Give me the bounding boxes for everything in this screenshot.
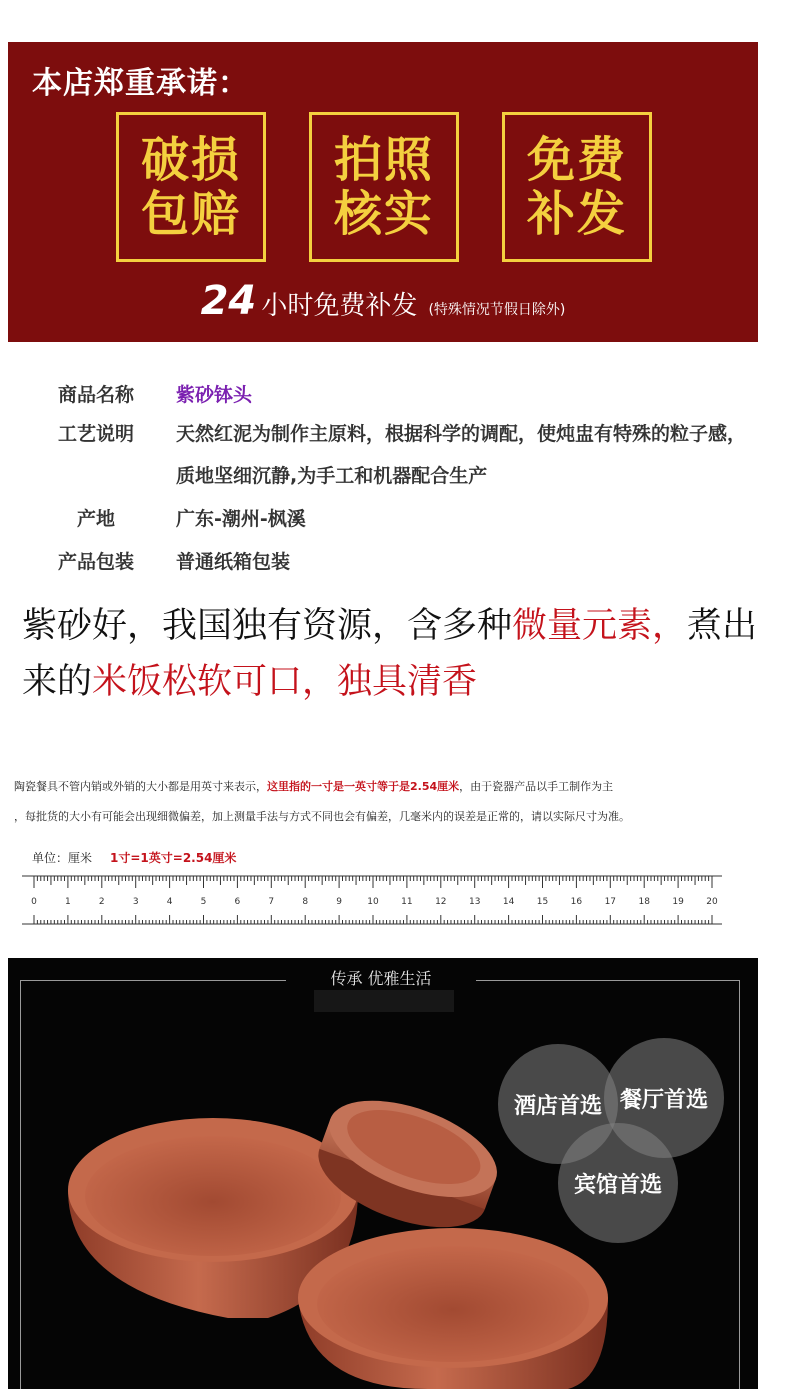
ruler-label: 0 xyxy=(31,897,37,907)
promise-box-resend xyxy=(502,112,652,262)
ruler-label: 15 xyxy=(536,897,549,907)
slogan-highlight: 微量元素， xyxy=(512,606,688,646)
ruler-label: 7 xyxy=(268,897,275,907)
ruler-label: 1 xyxy=(65,897,71,907)
slogan-part: 紫砂好，我国独有资源，含多种 xyxy=(22,606,513,646)
note-text: ，由于瓷器产品以手工制作为主 xyxy=(459,780,614,793)
ruler-label: 19 xyxy=(672,897,684,907)
ruler-label: 3 xyxy=(132,897,139,907)
ruler-labels xyxy=(31,897,718,907)
bubble-label: 宾馆首选 xyxy=(573,1172,662,1198)
ruler-label: 13 xyxy=(468,897,481,907)
ruler-label: 12 xyxy=(435,897,447,907)
ruler-label: 5 xyxy=(200,897,207,907)
promise-banner xyxy=(8,42,758,342)
ruler-label: 4 xyxy=(166,897,173,907)
ruler-label: 16 xyxy=(570,897,583,907)
spec-label: 产地 xyxy=(76,508,115,530)
spec-label: 工艺说明 xyxy=(57,423,134,445)
ruler-label: 11 xyxy=(401,897,413,907)
photo-title: 传承 优雅生活 xyxy=(286,966,476,992)
unit-conversion: 1寸=1英寸=2.54厘米 xyxy=(110,851,237,865)
spec-value: 紫砂钵头 xyxy=(176,384,253,406)
unit-label: 单位：厘米 xyxy=(32,851,93,865)
promise-text: 免费补发 xyxy=(526,132,627,242)
ruler-label: 10 xyxy=(367,897,379,907)
unit-line xyxy=(32,849,236,866)
spec-value: 天然红泥为制作主原料，根据科学的调配，使炖盅有特殊的粒子感，质地坚细沉静,为手工和机器配合生产 xyxy=(176,423,747,487)
ruler-label: 17 xyxy=(604,897,617,907)
spec-value: 普通纸箱包装 xyxy=(176,551,291,573)
banner-title: 本店郑重承诺： xyxy=(32,66,249,101)
product-photo xyxy=(8,958,758,1389)
ruler-label: 2 xyxy=(98,897,105,907)
spec-label: 产品包装 xyxy=(57,551,134,573)
footer-note: (特殊情况节假日除外) xyxy=(428,302,566,318)
note-highlight: 这里指的一寸是一英寸等于是2.54厘米 xyxy=(267,780,460,793)
promise-text: 破损包赔 xyxy=(140,132,241,242)
bubble-guesthouse xyxy=(558,1123,678,1243)
size-note-line2: ，每批货的大小有可能会出现细微偏差，加上测量手法与方式不同也会有偏差，几毫米内的误差是正常的，请以实际尺寸为准。 xyxy=(14,810,630,823)
promise-box-photo xyxy=(309,112,459,262)
ruler-label: 8 xyxy=(302,897,309,907)
spec-value: 广东-潮州-枫溪 xyxy=(176,508,306,530)
bubble-label: 餐厅首选 xyxy=(619,1087,708,1113)
slogan-part: 煮出来的 xyxy=(22,606,758,702)
ruler-label: 6 xyxy=(234,897,241,907)
banner-footer xyxy=(8,278,758,324)
promise-box-damage xyxy=(116,112,266,262)
bowl-front-inside xyxy=(317,1246,589,1362)
size-note-line1 xyxy=(14,778,754,794)
ruler-label: 20 xyxy=(706,897,718,907)
ruler-label: 18 xyxy=(638,897,650,907)
bowl-left-inside xyxy=(85,1136,341,1256)
ruler-label: 9 xyxy=(336,897,342,907)
note-text: 陶瓷餐具不管内销或外销的大小都是用英寸来表示， xyxy=(14,780,267,793)
slogan xyxy=(22,598,762,710)
footer-text: 小时免费补发 xyxy=(261,291,418,321)
ruler xyxy=(22,868,722,928)
spec-label: 商品名称 xyxy=(57,384,134,406)
slogan-highlight: 米饭松软可口，独具清香 xyxy=(92,662,478,702)
footer-hours: 24 xyxy=(200,278,257,324)
bubble-label: 酒店首选 xyxy=(513,1093,602,1119)
promise-text: 拍照核实 xyxy=(333,132,434,242)
ruler-label: 14 xyxy=(502,897,515,907)
